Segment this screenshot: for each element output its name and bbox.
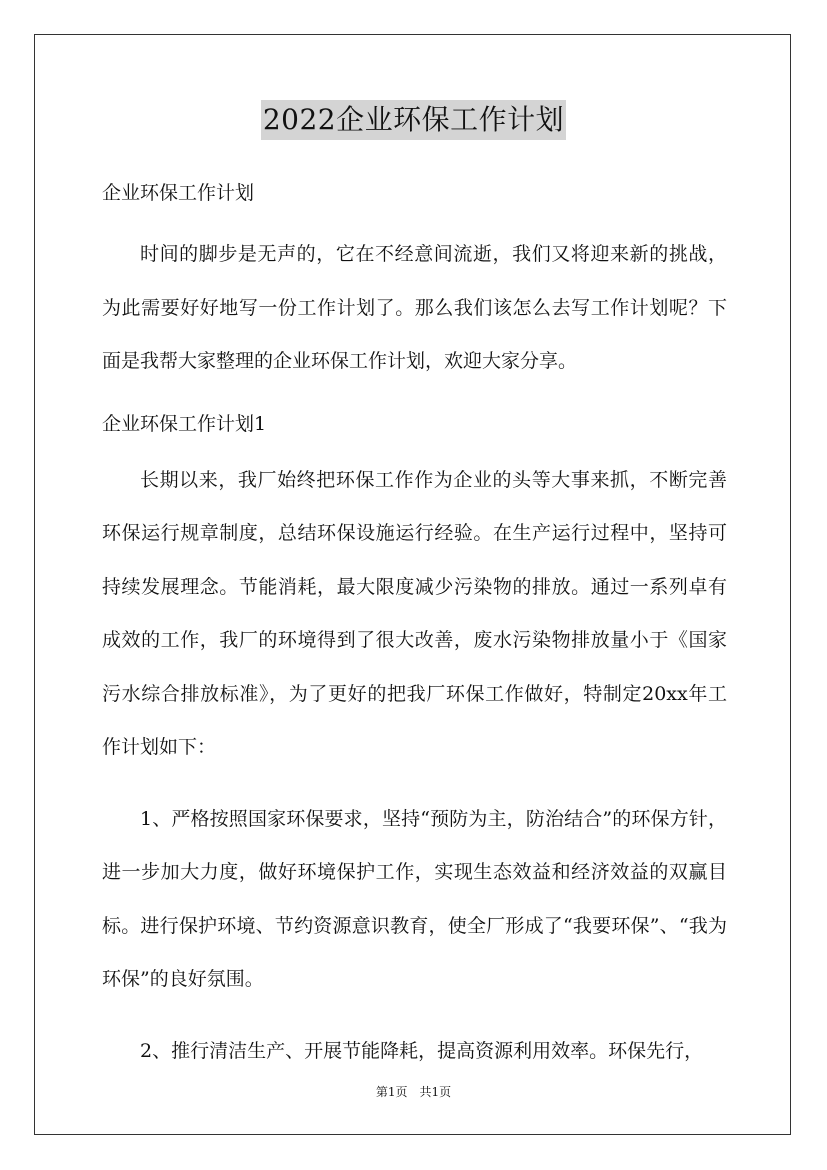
body-paragraph-1: 长期以来，我厂始终把环保工作作为企业的头等大事来抓，不断完善环保运行规章制度，总结环保设施运行经验。在生产运行过程中，坚持可持续发展理念。节能消耗，最大限度减少污染物的排放。通过一系列卓有成效的工作，我厂的环境得到了很大改善，废水污染物排放量小于《国家污水综合排放标准》，为了更好的把我厂环保工作做好，特制定20xx年工作计划如下： (102, 468, 727, 758)
page-footer: 第1页 共1页 (375, 1085, 452, 1099)
section-heading: 企业环保工作计划1 (102, 412, 267, 435)
document-body (102, 176, 727, 1096)
body-paragraph-2: 1、严格按照国家环保要求，坚持“预防为主，防治结合”的环保方针，进一步加大力度，做好环境保护工作，实现生态效益和经济效益的双赢目标。进行保护环境、节约资源意识教育，使全厂形成了“我要环保”、“我为环保”的良好氛围。 (102, 807, 727, 990)
document-subtitle: 企业环保工作计划 (102, 182, 255, 204)
intro-paragraph: 时间的脚步是无声的，它在不经意间流逝，我们又将迎来新的挑战，为此需要好好地写一份工作计划了。那么我们该怎么去写工作计划呢？下面是我帮大家整理的企业环保工作计划，欢迎大家分享。 (102, 243, 727, 372)
document-title: 2022企业环保工作计划 (261, 100, 566, 140)
title-wrap (0, 100, 827, 140)
body-paragraph-3: 2、推行清洁生产、开展节能降耗，提高资源利用效率。环保先行， (140, 1039, 704, 1062)
